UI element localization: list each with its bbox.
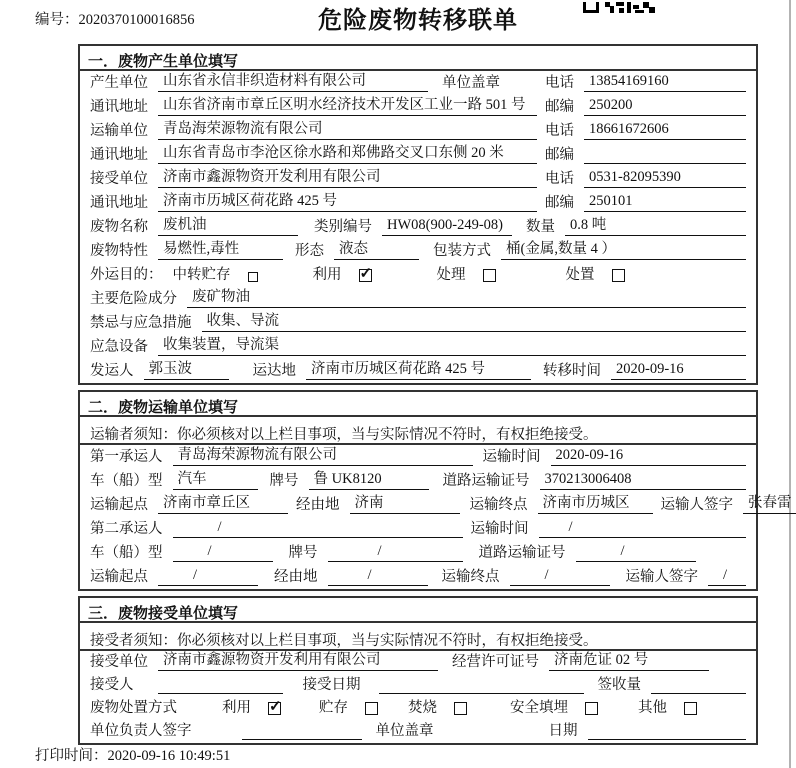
section3-title: 三．废物接受单位填写 — [80, 598, 756, 623]
category-code-value: HW08(900-249-08) — [382, 217, 512, 236]
origin2-value: / — [158, 567, 258, 586]
receiver-phone-value: 0531-82095390 — [584, 169, 746, 188]
purpose-dispose-checkbox[interactable] — [612, 269, 625, 282]
waste-name-label: 废物名称 — [90, 219, 148, 235]
responsible-signature-row — [80, 720, 756, 743]
transport-time2-value: / — [539, 519, 747, 538]
purpose-transit-storage-label: 中转贮存 — [172, 267, 231, 283]
waste-name-value: 废机油 — [158, 213, 298, 236]
physical-form-label: 形态 — [295, 243, 324, 259]
hazard-components-row — [80, 287, 756, 311]
carrier-signature1-label: 运输人签字 — [660, 497, 733, 513]
second-carrier-label: 第二承运人 — [90, 521, 163, 537]
shipper-label: 发运人 — [90, 363, 134, 379]
responsible-signature-label: 单位负责人签字 — [90, 723, 192, 739]
acceptor-row — [80, 674, 756, 697]
disposal-method-row — [80, 697, 756, 720]
route2-row — [80, 565, 756, 589]
date2-value — [588, 725, 747, 740]
route1-row — [80, 493, 792, 517]
quantity-label: 数量 — [526, 219, 555, 235]
receiver-zip-label: 邮编 — [545, 195, 574, 211]
endpoint2-value: / — [510, 567, 610, 586]
producer-phone-value: 13854169160 — [584, 73, 746, 92]
permit-number-value: 济南危证 02 号 — [549, 648, 709, 671]
vehicle-type2-value: / — [173, 543, 273, 562]
transporter-notice: 运输者须知：你必须核对以上栏目事项，当与实际情况不符时，有权拒绝接受。 — [80, 417, 756, 445]
producer-zip-value: 250200 — [584, 97, 746, 116]
accepting-unit-label: 接受单位 — [90, 654, 148, 670]
purpose-dispose-label: 处置 — [565, 267, 595, 283]
waste-traits-value: 易燃性,毒性 — [158, 237, 283, 260]
transfer-purpose-row — [80, 263, 756, 287]
disposal-landfill-label: 安全填埋 — [510, 700, 568, 716]
road-license1-value: 370213006408 — [540, 471, 747, 490]
unit-seal2-label: 单位盖章 — [375, 723, 434, 739]
receiver-unit-value: 济南市鑫源物资开发利用有限公司 — [158, 165, 537, 188]
hazard-components-label: 主要危险成分 — [90, 291, 177, 307]
vehicle2-row — [80, 541, 756, 565]
vehicle-type1-label: 车（船）型 — [90, 473, 163, 489]
taboo-measures-value: 收集、导流 — [202, 309, 747, 332]
road-license2-label: 道路运输证号 — [478, 545, 566, 561]
hazard-components-value: 废矿物油 — [187, 285, 746, 308]
endpoint1-value: 济南市历城区 — [538, 491, 653, 514]
waste-name-row — [80, 215, 756, 239]
transfer-time-value: 2020-09-16 — [611, 361, 746, 380]
acceptor-value — [158, 679, 283, 694]
via2-label: 经由地 — [274, 569, 318, 585]
date2-label: 日期 — [548, 723, 578, 739]
producer-unit-label: 产生单位 — [90, 75, 148, 91]
producer-unit-row — [80, 71, 756, 95]
producer-zip-label: 邮编 — [545, 99, 574, 115]
emergency-equipment-row — [80, 335, 756, 359]
transport-time2-label: 运输时间 — [470, 521, 529, 537]
shipper-value: 郭玉波 — [144, 357, 229, 380]
accepting-unit-value: 济南市鑫源物资开发利用有限公司 — [158, 648, 438, 671]
producer-phone-label: 电话 — [545, 75, 574, 91]
receiver-zip-value: 250101 — [584, 193, 746, 212]
road-license2-value: / — [576, 543, 696, 562]
quantity-value: 0.8 吨 — [565, 213, 746, 236]
destination-label: 运达地 — [252, 363, 296, 379]
vehicle-type2-label: 车（船）型 — [90, 545, 163, 561]
receiver-notice: 接受者须知：你必须核对以上栏目事项，当与实际情况不符时，有权拒绝接受。 — [80, 623, 756, 651]
qr-code-partial-icon — [583, 0, 655, 11]
transport-time1-label: 运输时间 — [482, 449, 541, 465]
transporter-unit-row — [80, 119, 756, 143]
section2-title: 二．废物运输单位填写 — [80, 392, 756, 417]
accept-date-label: 接受日期 — [302, 677, 361, 693]
responsible-signature-value — [242, 725, 362, 740]
endpoint1-label: 运输终点 — [469, 497, 528, 513]
receiver-unit-row — [80, 167, 756, 191]
transporter-zip-value — [584, 149, 746, 164]
endpoint2-label: 运输终点 — [441, 569, 500, 585]
shipper-row — [80, 359, 756, 383]
print-time-value: 2020-09-16 10:49:51 — [107, 748, 231, 764]
plate1-value: 鲁 UK8120 — [309, 467, 429, 490]
taboo-measures-label: 禁忌与应急措施 — [90, 315, 192, 331]
carrier-signature2-label: 运输人签字 — [625, 569, 698, 585]
transporter-address-value: 山东省青岛市李沧区徐水路和郑佛路交叉口东侧 20 米 — [158, 141, 537, 164]
second-carrier-value: / — [173, 519, 463, 538]
vehicle1-row — [80, 469, 756, 493]
physical-form-value: 液态 — [334, 237, 419, 260]
plate2-label: 牌号 — [288, 545, 318, 561]
disposal-store-label: 贮存 — [319, 700, 348, 716]
waste-traits-label: 废物特性 — [90, 243, 148, 259]
accepting-unit-row — [80, 651, 756, 674]
receiver-address-label: 通讯地址 — [90, 195, 148, 211]
print-time-label: 打印时间： — [35, 748, 108, 764]
doc-number-label: 编号： — [35, 12, 79, 28]
first-carrier-row — [80, 445, 756, 469]
receiver-phone-label: 电话 — [545, 171, 574, 187]
emergency-equipment-value: 收集装置，导流渠 — [158, 333, 746, 356]
disposal-incinerate-checkbox[interactable] — [454, 702, 467, 715]
second-carrier-row — [80, 517, 756, 541]
disposal-utilize-label: 利用 — [222, 700, 251, 716]
section-transporter — [78, 390, 792, 591]
plate1-label: 牌号 — [269, 473, 299, 489]
transporter-phone-value: 18661672606 — [584, 121, 746, 140]
transporter-unit-label: 运输单位 — [90, 123, 148, 139]
purpose-utilize-checkbox[interactable] — [359, 269, 372, 282]
disposal-other-checkbox[interactable] — [684, 702, 697, 715]
section-receiver — [78, 596, 758, 745]
purpose-transit-storage-checkbox[interactable] — [248, 272, 258, 282]
print-time — [35, 744, 230, 765]
page-title: 危险废物转移联单 — [318, 8, 518, 34]
disposal-incinerate-label: 焚烧 — [408, 700, 437, 716]
transfer-purpose-label: 外运目的： — [90, 267, 163, 283]
transporter-zip-label: 邮编 — [545, 147, 574, 163]
disposal-landfill-checkbox[interactable] — [585, 702, 598, 715]
disposal-other-label: 其他 — [638, 700, 667, 716]
carrier-signature2-value: / — [708, 567, 746, 586]
transporter-unit-value: 青岛海荣源物流有限公司 — [158, 117, 537, 140]
first-carrier-value: 青岛海荣源物流有限公司 — [173, 443, 473, 466]
packaging-label: 包装方式 — [433, 243, 491, 259]
unit-seal-label: 单位盖章 — [442, 75, 500, 91]
purpose-treat-checkbox[interactable] — [483, 269, 496, 282]
transporter-address-label: 通讯地址 — [90, 147, 148, 163]
transporter-phone-label: 电话 — [545, 123, 574, 139]
accept-date-value — [379, 679, 584, 694]
category-code-label: 类别编号 — [314, 219, 372, 235]
disposal-utilize-checkbox[interactable] — [268, 702, 281, 715]
producer-unit-value: 山东省永信非织造材料有限公司 — [158, 69, 428, 92]
origin1-value: 济南市章丘区 — [158, 491, 288, 514]
origin2-label: 运输起点 — [90, 569, 148, 585]
purpose-utilize-label: 利用 — [312, 267, 342, 283]
plate2-value: / — [328, 543, 463, 562]
packaging-value: 桶(金属,数量 4 ） — [501, 237, 746, 260]
doc-number-value: 2020370100016856 — [78, 12, 195, 28]
transport-time1-value: 2020-09-16 — [551, 447, 747, 466]
producer-address-value: 山东省济南市章丘区明水经济技术开发区工业一路 501 号 — [158, 93, 537, 116]
disposal-method-label: 废物处置方式 — [90, 700, 177, 716]
vehicle-type1-value: 汽车 — [173, 467, 258, 490]
received-quantity-label: 签收量 — [597, 677, 641, 693]
road-license1-label: 道路运输证号 — [442, 473, 530, 489]
section-producer — [78, 44, 758, 385]
emergency-equipment-label: 应急设备 — [90, 339, 148, 355]
first-carrier-label: 第一承运人 — [90, 449, 163, 465]
section1-title: 一．废物产生单位填写 — [80, 46, 756, 71]
receiver-address-row — [80, 191, 756, 215]
permit-number-label: 经营许可证号 — [452, 654, 539, 670]
receiver-unit-label: 接受单位 — [90, 171, 148, 187]
page-right-edge-divider — [789, 0, 791, 768]
via2-value: / — [328, 567, 428, 586]
carrier-signature1-value: 张春雷 — [743, 491, 796, 514]
origin1-label: 运输起点 — [90, 497, 148, 513]
transfer-time-label: 转移时间 — [543, 363, 601, 379]
via1-value: 济南 — [350, 491, 460, 514]
destination-value: 济南市历城区荷花路 425 号 — [306, 357, 531, 380]
via1-label: 经由地 — [296, 497, 340, 513]
producer-address-label: 通讯地址 — [90, 99, 148, 115]
acceptor-label: 接受人 — [90, 677, 134, 693]
transporter-address-row — [80, 143, 756, 167]
producer-address-row — [80, 95, 756, 119]
disposal-store-checkbox[interactable] — [365, 702, 378, 715]
receiver-address-value: 济南市历城区荷花路 425 号 — [158, 189, 537, 212]
taboo-measures-row — [80, 311, 756, 335]
purpose-treat-label: 处理 — [436, 267, 466, 283]
transfer-form — [78, 44, 792, 750]
waste-traits-row — [80, 239, 756, 263]
received-quantity-value — [651, 679, 746, 694]
